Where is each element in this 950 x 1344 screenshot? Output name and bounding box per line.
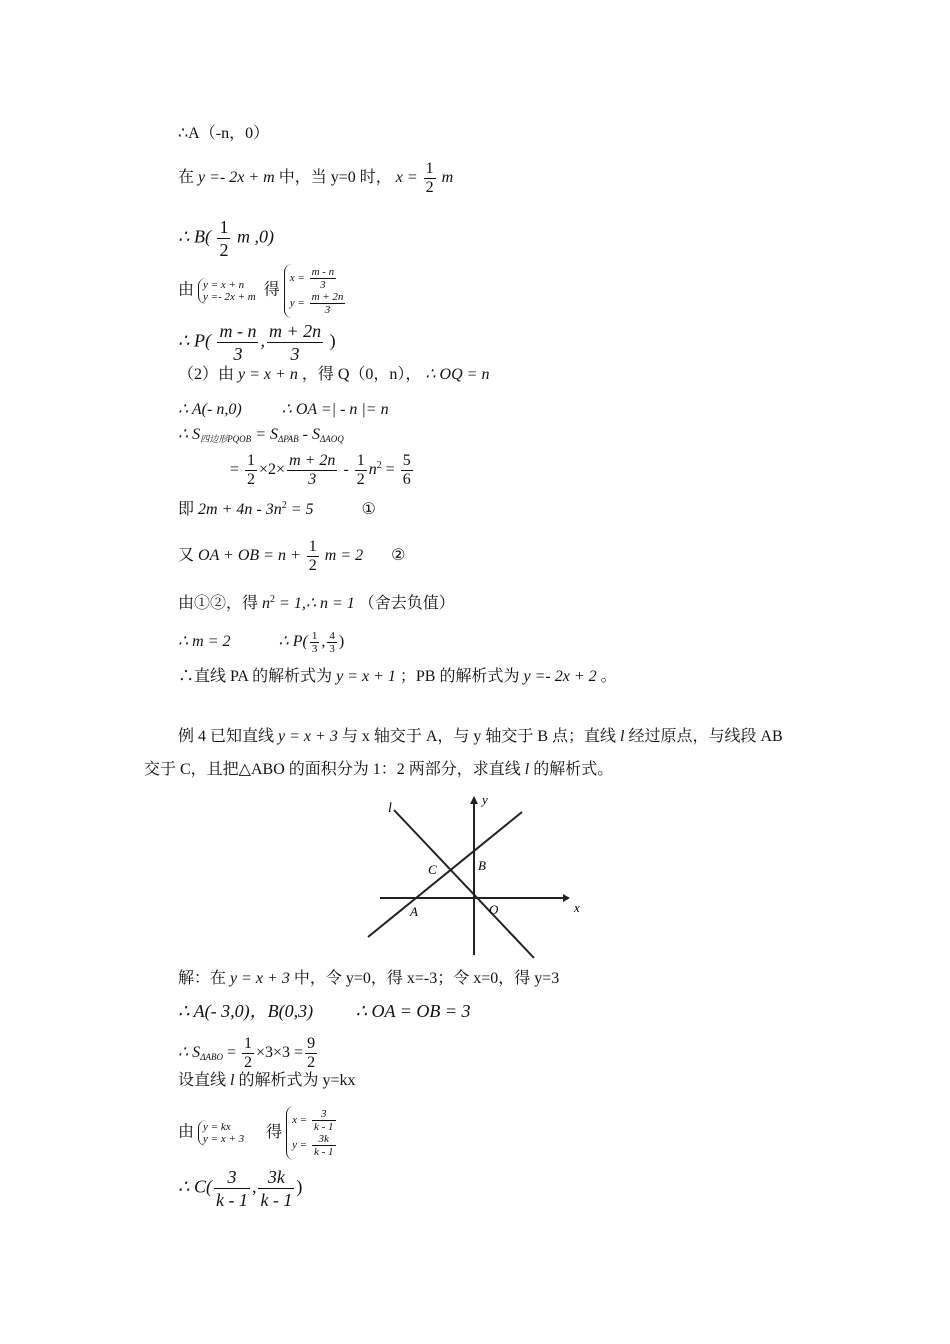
text-line [178, 160, 453, 197]
text-line [178, 1106, 343, 1160]
text-line [178, 630, 344, 655]
fraction [401, 452, 413, 489]
denominator: k - 1 [313, 1121, 334, 1133]
numerator: 3 [214, 1166, 250, 1189]
text-line [178, 1035, 319, 1072]
equation: ∴ OA = OB = 3 [355, 1001, 471, 1021]
subscript: ΔABO [200, 1052, 223, 1063]
lhs: x = [289, 272, 305, 285]
numerator: 3 [312, 1108, 336, 1121]
comma: , [260, 330, 265, 351]
numerator: 3k [258, 1166, 294, 1189]
system-row [290, 266, 348, 291]
fraction [310, 630, 320, 655]
line-ab [368, 812, 522, 937]
system-row: y = x + 3 [203, 1133, 245, 1145]
denominator: 3 [311, 643, 318, 655]
numerator: 9 [307, 1035, 316, 1052]
line-l [394, 810, 534, 958]
fraction [312, 1108, 336, 1133]
denominator: 6 [402, 471, 411, 488]
text: 由①②，得 [178, 595, 259, 612]
system-row [290, 291, 348, 316]
text-line [178, 1166, 302, 1211]
solution-system [286, 1106, 342, 1160]
label-l: l [388, 801, 392, 816]
equation: ∴ S [178, 426, 201, 443]
fraction [217, 216, 230, 261]
equation: ∴ S [178, 1044, 201, 1062]
equation: ∴ C( [178, 1176, 212, 1197]
text: 的解析式。 [533, 761, 614, 778]
equals: = [230, 461, 240, 479]
fraction [217, 320, 258, 365]
superscript: 2 [376, 460, 382, 472]
circled-marker: ② [391, 547, 406, 565]
superscript: 2 [270, 594, 276, 605]
fraction [310, 291, 346, 316]
text-line [178, 1000, 471, 1022]
equation: m = 2 [324, 547, 364, 565]
equation: ∴ OQ = n [425, 366, 490, 383]
text: （2）由 [178, 366, 235, 383]
fraction [242, 1035, 254, 1072]
variable: l [620, 728, 625, 745]
subscript: 四边形PQOB [200, 434, 252, 444]
numerator: 1 [308, 538, 317, 555]
text: 例 4 已知直线 [178, 728, 275, 745]
fraction [424, 160, 436, 197]
circled-marker: ① [361, 501, 376, 518]
text: 交于 C，且把△ABO 的面积分为 1：2 两部分，求直线 [144, 761, 521, 778]
comma: , [251, 1176, 257, 1197]
text-line [178, 495, 376, 521]
equation: = S [255, 426, 278, 443]
numerator: 1 [356, 452, 365, 469]
text: ∴直线 PA 的解析式为 [178, 668, 333, 685]
text: 得 [266, 1123, 283, 1141]
solution-system [284, 264, 353, 318]
denominator: 2 [219, 240, 229, 260]
denominator: 2 [425, 179, 434, 196]
denominator: 3 [233, 344, 243, 364]
y-axis-arrow [470, 796, 478, 804]
example-heading [178, 722, 783, 752]
superscript: 2 [281, 500, 287, 511]
system-row [292, 1133, 337, 1158]
variable: n [262, 595, 271, 612]
text: （舍去负值） [358, 595, 455, 612]
numerator: m - n [311, 266, 335, 278]
statement: ∴A（-n，0） [178, 125, 270, 142]
equation: ∴ A(- 3,0)，B(0,3) [178, 1001, 314, 1021]
equation: ∴ P( [278, 633, 308, 651]
text: 。 [600, 668, 617, 685]
text: 的解析式为 y=kx [238, 1072, 356, 1089]
equation: y = x + n [238, 366, 298, 383]
fraction [305, 1035, 317, 1072]
lhs: y = [289, 297, 305, 310]
numerator: m - n [219, 321, 257, 341]
fraction [312, 1133, 336, 1158]
label-a: A [410, 904, 418, 919]
text: 经过原点，与线段 AB [628, 728, 783, 745]
equation: ∴ A(- n,0) [178, 401, 242, 418]
example-body [144, 755, 613, 785]
minus: - [343, 461, 349, 479]
text: ；PB 的解析式为 [399, 668, 520, 685]
equals: = [385, 461, 395, 479]
fraction [307, 538, 319, 575]
denominator: 2 [244, 1054, 252, 1071]
system-row [292, 1108, 337, 1133]
label-x: x [574, 900, 580, 915]
text-line [178, 123, 269, 145]
text-line [178, 538, 405, 575]
numerator: m + 2n [289, 452, 336, 469]
numerator: m + 2n [268, 321, 322, 341]
text: 解：在 [178, 970, 227, 987]
equation: = 1,∴ n = 1 [279, 595, 355, 612]
equation: y = x + 1 [336, 668, 396, 685]
denominator: 3 [324, 304, 331, 316]
subscript: ΔAOQ [319, 434, 344, 444]
numerator: 3k [312, 1133, 336, 1146]
equation: m ,0) [236, 226, 274, 247]
equals: = [226, 1044, 236, 1062]
fraction [355, 452, 367, 489]
text-line [178, 968, 559, 990]
denominator: 2 [356, 471, 365, 488]
text: ×2× [259, 461, 286, 479]
text: 得 [263, 281, 280, 299]
fraction [287, 452, 337, 489]
fraction [258, 1166, 294, 1211]
equation: y = x + 3 [278, 728, 338, 745]
numerator: 5 [402, 452, 411, 469]
text: 中，当 y=0 时， [278, 169, 392, 187]
numerator: 1 [219, 217, 229, 237]
text: 由 [178, 1123, 195, 1141]
label-c: C [428, 862, 437, 877]
fraction [310, 266, 337, 291]
numerator: 1 [244, 1035, 252, 1052]
text-line [178, 424, 344, 450]
text-line [178, 320, 336, 365]
variable: m [441, 169, 454, 187]
fraction [267, 320, 323, 365]
text-line [178, 364, 489, 386]
text: 又 [178, 547, 195, 565]
fraction [327, 630, 337, 655]
denominator: k - 1 [215, 1190, 248, 1210]
lhs: x = [292, 1114, 308, 1127]
denominator: 3 [290, 344, 300, 364]
text-line [178, 1070, 356, 1092]
equation: 2m + 4n - 3n [198, 501, 282, 518]
equation: = 5 [290, 501, 314, 518]
denominator: k - 1 [260, 1190, 293, 1210]
label-y: y [482, 792, 488, 807]
denominator: 3 [308, 471, 317, 488]
paren: ) [338, 633, 345, 651]
numerator: 1 [247, 452, 256, 469]
denominator: 2 [307, 1054, 316, 1071]
denominator: 3 [329, 643, 335, 655]
equation: x = [395, 169, 418, 187]
variable: l [524, 761, 530, 778]
equation: - S [302, 426, 320, 443]
equation: OA + OB = n + [198, 547, 301, 565]
paren: ) [329, 330, 336, 351]
equation-system [198, 278, 260, 304]
comma: , [321, 633, 326, 651]
system-row: y = x + n [203, 279, 245, 291]
equation: ∴ P( [178, 330, 211, 351]
numerator: m + 2n [311, 291, 344, 303]
equation: ∴ OA =| - n |= n [281, 401, 389, 418]
lhs: y = [292, 1139, 308, 1152]
text-line [178, 399, 389, 421]
variable: l [230, 1072, 235, 1089]
coordinate-figure [358, 790, 598, 960]
text: 在 [178, 169, 195, 187]
text: ，得 Q（0，n）， [301, 366, 422, 383]
label-o: O [489, 902, 499, 917]
text-line [178, 666, 617, 688]
text: 与 x 轴交于 A，与 y 轴交于 B 点；直线 [341, 728, 617, 745]
text-line [178, 216, 274, 261]
equation: y = x + 3 [230, 970, 290, 987]
label-b: B [478, 858, 486, 873]
denominator: 2 [247, 471, 256, 488]
numerator: 1 [425, 160, 434, 177]
equation-system [198, 1120, 248, 1146]
system-row: y = kx [203, 1121, 231, 1133]
fraction [245, 452, 257, 489]
equation: y =- 2x + 2 [523, 668, 597, 685]
text: 由 [178, 281, 195, 299]
text-line [230, 452, 415, 489]
equation: ∴ B( [178, 226, 211, 247]
text-line [178, 264, 352, 318]
variable: n [368, 461, 377, 479]
denominator: k - 1 [313, 1146, 334, 1158]
numerator: 1 [311, 630, 318, 642]
subscript: ΔPAB [277, 434, 299, 444]
text-line [178, 589, 455, 615]
denominator: 2 [308, 557, 317, 574]
equation: ∴ m = 2 [178, 633, 231, 651]
equation: y =- 2x + m [198, 169, 275, 187]
fraction [214, 1166, 250, 1211]
text: 设直线 [178, 1072, 227, 1089]
text: ×3×3 = [256, 1044, 304, 1062]
x-axis-arrow [563, 894, 570, 902]
text: 中，令 y=0，得 x=-3；令 x=0，得 y=3 [293, 970, 560, 987]
numerator: 4 [329, 630, 335, 642]
denominator: 3 [320, 279, 326, 291]
system-row: y =- 2x + m [203, 291, 256, 303]
text: 即 [178, 501, 195, 518]
paren: ) [296, 1176, 303, 1197]
